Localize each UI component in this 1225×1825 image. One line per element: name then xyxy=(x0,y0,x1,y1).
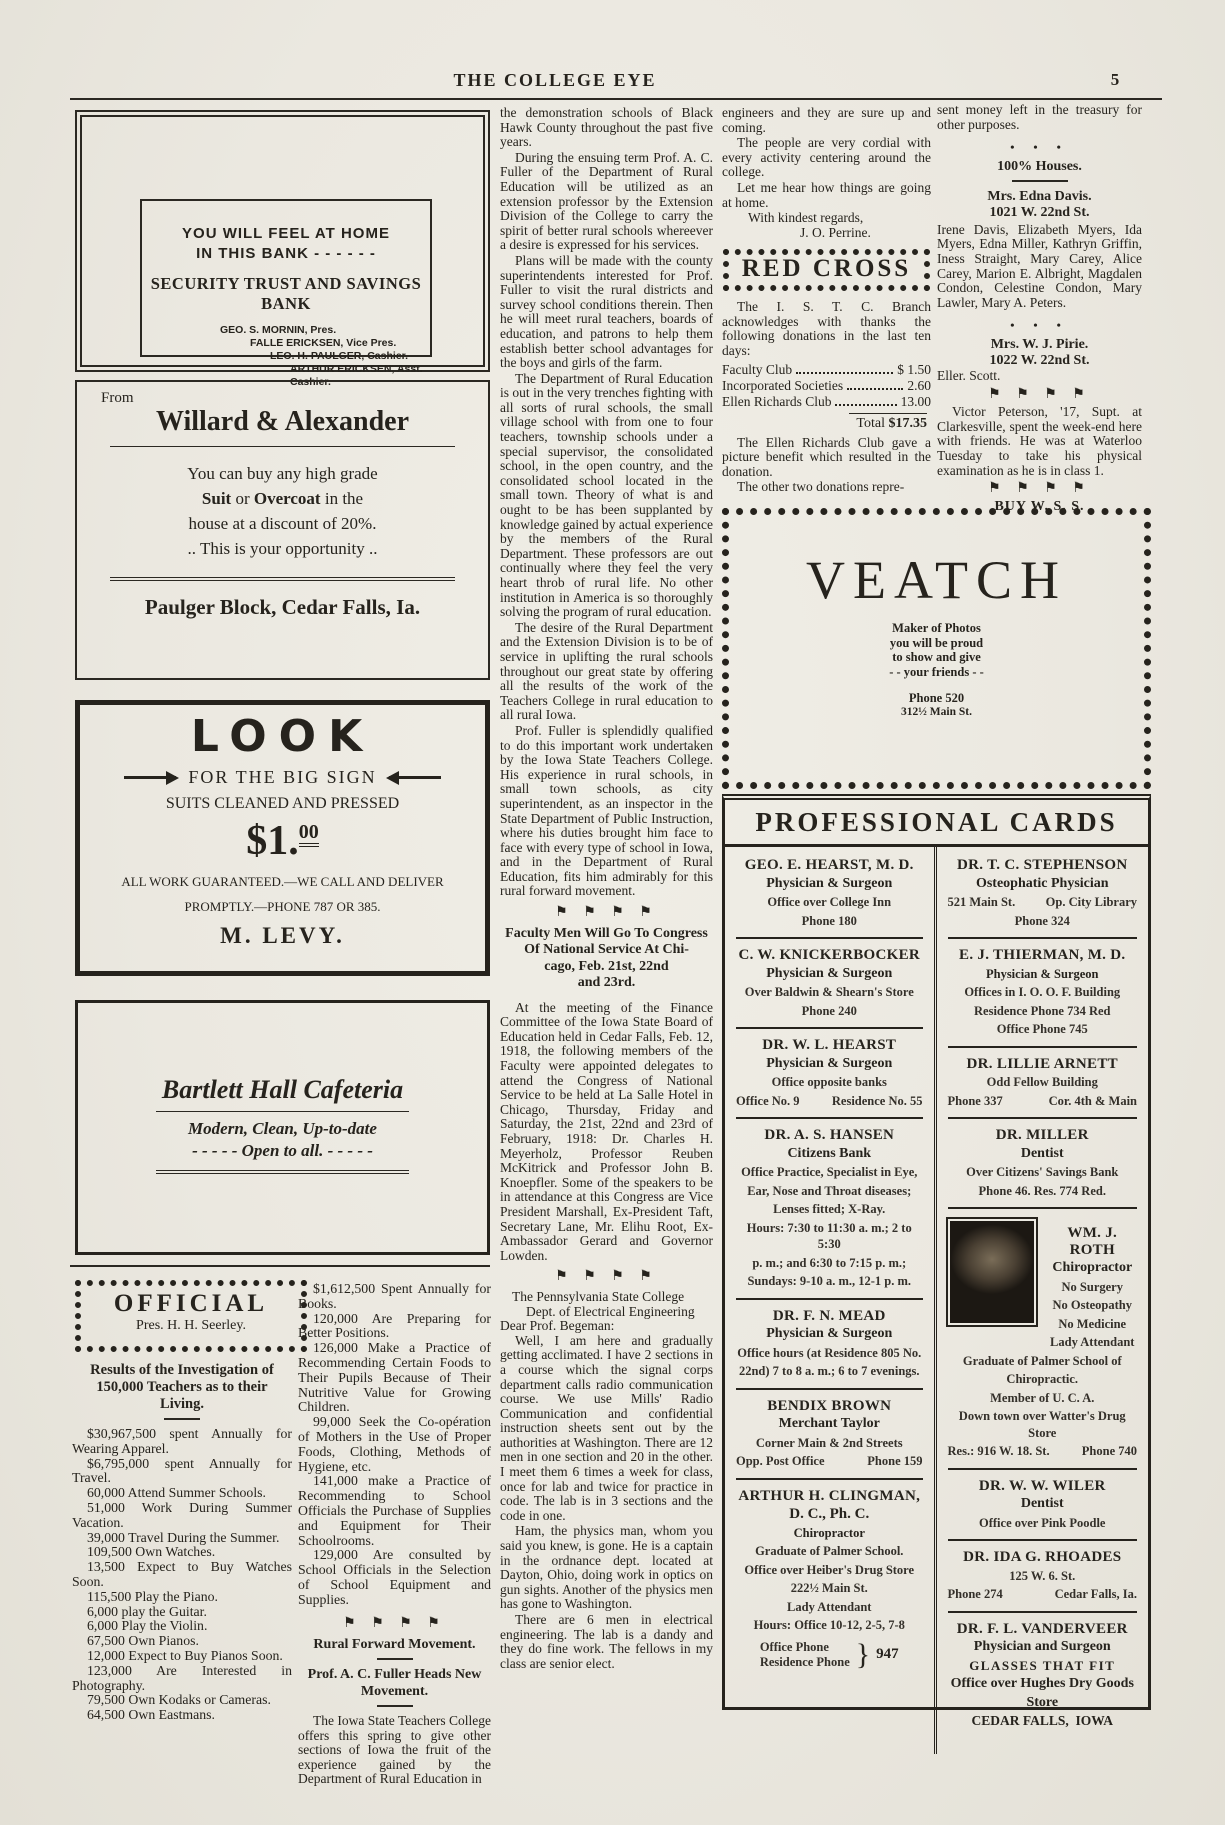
stats-heading xyxy=(72,1362,292,1413)
paragraph: Victor Peterson, '17, Supt. at Clarkesville, spent the week-end here with friends. He was at Waterloo Tuesday to take his physical examination as he is in class 1. xyxy=(937,404,1142,478)
page-title: THE COLLEGE EYE xyxy=(453,70,657,90)
card-line: Store xyxy=(1026,1694,1059,1710)
paragraph: The I. S. T. C. Branch acknowledges with thanks the following donations in the last ten days: xyxy=(722,298,931,358)
bank-officer: ARTHUR ERICKSEN, Asst. Cashier. xyxy=(290,363,423,388)
veatch-name: VEATCH xyxy=(806,550,1067,610)
divider-rule xyxy=(377,1658,413,1660)
bank-officer: FALLE ERICKSEN, Vice Pres. xyxy=(250,337,397,349)
card-divider xyxy=(948,937,1138,939)
card-line: DR. W. L. HEARST xyxy=(762,1037,897,1053)
total-rule xyxy=(849,413,927,414)
card-line: DR. A. S. HANSEN xyxy=(764,1127,895,1143)
card-line: Office over College Inn xyxy=(767,895,892,909)
overcoat-word: Overcoat xyxy=(253,489,321,508)
card-wl-hearst xyxy=(734,1037,925,1109)
total-label: Total xyxy=(856,416,885,432)
flag-ornament: ⚑ ⚑ ⚑ ⚑ xyxy=(555,905,658,921)
card-line: Dentist xyxy=(1020,1145,1064,1161)
price-dollars: $1. xyxy=(246,818,299,864)
card-line: Physician & Surgeon xyxy=(985,966,1099,981)
card-divider xyxy=(736,1388,923,1390)
card-line: Merchant Taylor xyxy=(778,1416,880,1431)
paragraph: The Department of Rural Education is out in the very trenches fighting with all sorts of rural schools, the small village school with from one to four teachers, township schools under a special supervisor, the consolidated school, in the open country, and the consolidated school located in the small town. Theory of what is and ought to be has been supplanted by knowledge gained by actual experience by the members of the Rural Department. These professors are out continually where they feel the very heart throb of rural life. No other institution in America is so thoroughly solving the program of rural education. xyxy=(500,370,713,620)
card-divider xyxy=(948,1046,1138,1048)
card-line: Hours: 7:30 to 11:30 a. m.; 2 to 5:30 xyxy=(746,1220,912,1251)
levy-look-ad xyxy=(75,700,490,976)
card-line: DR. IDA G. RHOADES xyxy=(963,1549,1122,1565)
card-line: Over Baldwin & Shearn's Store xyxy=(744,985,914,999)
card-line: DR. W. W. WILER xyxy=(978,1477,1106,1494)
willard-alexander-ad xyxy=(75,380,490,680)
veatch-tag-line: to show and give xyxy=(892,650,981,664)
letter-paragraphs xyxy=(500,1334,713,1672)
card-line: Opp. Post Office Phone 159 xyxy=(736,1454,923,1468)
card-knickerbocker xyxy=(734,947,925,1019)
card-divider xyxy=(948,1539,1138,1541)
card-line: Res.: 916 W. 18. St. Phone 740 xyxy=(947,1444,1137,1458)
in-the-word: in the xyxy=(320,489,364,508)
divider-rule xyxy=(110,577,455,581)
card-line: Physician & Surgeon xyxy=(766,1326,893,1341)
stat-line: $1,612,500 Spent Annually for Books. xyxy=(298,1281,491,1311)
stats-list xyxy=(72,1427,292,1723)
card-line: Odd Fellow Building xyxy=(986,1075,1098,1089)
card-line: Down town over Watter's Drug Store xyxy=(958,1409,1126,1440)
stat-line: 129,000 Are consulted by School Officials in the Selection of School Equipment and Supplies. xyxy=(298,1547,491,1607)
stat-line: 115,500 Play the Piano. xyxy=(87,1588,218,1604)
fuller-heading xyxy=(298,1667,491,1700)
stat-line: 60,000 Attend Summer Schools. xyxy=(87,1485,266,1501)
card-line: No Medicine xyxy=(1058,1316,1127,1331)
buy-wss-slogan: BUY W. S. S. xyxy=(994,498,1085,514)
dots-ornament: • • • xyxy=(1010,318,1069,333)
card-divider xyxy=(948,1468,1138,1470)
stats-list xyxy=(298,1282,491,1608)
suit-word: Suit xyxy=(201,489,232,508)
congress-heading-line: and 23rd. xyxy=(577,975,636,991)
letter-heading: The Pennsylvania State College xyxy=(512,1288,685,1304)
card-line: Lady Attendant xyxy=(1050,1335,1135,1349)
levy-name: M. LEVY. xyxy=(220,923,345,948)
willard-from-label: From xyxy=(101,390,134,406)
card-line: Lady Attendant xyxy=(787,1599,872,1614)
card-line: Over Citizens' Savings Bank xyxy=(966,1165,1119,1179)
stat-line: 120,000 Are Preparing for Better Positions. xyxy=(298,1310,491,1341)
card-divider xyxy=(736,937,923,939)
professional-cards-title: PROFESSIONAL CARDS xyxy=(755,807,1118,837)
card-vanderveer xyxy=(946,1621,1140,1730)
donation-row xyxy=(722,379,931,394)
card-line: CEDAR FALLS, IOWA xyxy=(971,1713,1113,1728)
card-divider xyxy=(736,1027,923,1029)
stats-heading-line: Results of the Investigation of xyxy=(90,1362,274,1378)
donation-row xyxy=(722,363,931,378)
bank-ad-line: YOU WILL FEEL AT HOME xyxy=(182,225,390,242)
card-roth xyxy=(946,1217,1140,1351)
cafeteria-line: - - - - - Open to all. - - - - - xyxy=(192,1141,373,1160)
card-line: 22nd) 7 to 8 a. m.; 6 to 7 evenings. xyxy=(738,1364,920,1378)
cards-right-column xyxy=(937,847,1149,1754)
card-line: Sundays: 9-10 a. m., 12-1 p. m. xyxy=(747,1274,912,1288)
bank-ad-line: IN THIS BANK - - - - - - xyxy=(196,245,376,262)
dot-leader xyxy=(796,372,893,374)
donation-amount: 2.60 xyxy=(907,377,931,393)
dot-leader xyxy=(835,404,896,406)
donation-total xyxy=(722,417,931,432)
right-arrow-icon xyxy=(124,776,176,779)
brace-glyph: } xyxy=(855,1637,871,1671)
guarantee-line: ALL WORK GUARANTEED.—WE CALL AND DELIVER xyxy=(121,874,444,889)
congress-heading-line: Of National Service At Chi- xyxy=(524,942,689,958)
cafeteria-name: Bartlett Hall Cafeteria xyxy=(161,1075,404,1104)
card-line: Phone 240 xyxy=(801,1003,857,1018)
card-line: Physician and Surgeon xyxy=(973,1639,1111,1654)
card-divider xyxy=(736,1478,923,1480)
divider-rule xyxy=(156,1170,410,1174)
card-geo-hearst xyxy=(734,857,925,929)
stats-right-column xyxy=(298,1282,491,1788)
stat-line: 109,500 Own Watches. xyxy=(87,1544,216,1560)
look-title: LOOK xyxy=(190,711,375,762)
card-line: p. m.; and 6:30 to 7:15 p. m.; xyxy=(752,1255,907,1270)
card-line: Hours: Office 10-12, 2-5, 7-8 xyxy=(753,1618,905,1632)
card-line: Physician & Surgeon xyxy=(766,875,893,891)
card-line: ARTHUR H. CLINGMAN, xyxy=(738,1487,921,1504)
paragraph: Irene Davis, Elizabeth Myers, Ida Myers, Edna Miller, Kathryn Griffin, Iness Straight, Mary Carey, Alice Carey, Marion E. Albright, Magdalen Condon, Celestine Condon, Mary Lawler, Mary A. Peters. xyxy=(937,221,1142,310)
paragraph: The Ellen Richards Club gave a picture benefit which resulted in the donation. xyxy=(722,434,931,479)
flag-ornament: ⚑ ⚑ ⚑ ⚑ xyxy=(988,386,1091,402)
willard-body-line xyxy=(77,486,488,511)
dot-leader xyxy=(847,388,903,390)
card-line: Phone 337 Cor. 4th & Main xyxy=(947,1093,1137,1108)
card-line: E. J. THIERMAN, M. D. xyxy=(959,947,1126,963)
stat-line: 12,000 Expect to Buy Pianos Soon. xyxy=(87,1647,283,1663)
card-line: Phone 324 xyxy=(1014,913,1070,928)
cards-left-column xyxy=(725,847,937,1754)
bank-officer: GEO. S. MORNIN, Pres. xyxy=(220,324,337,336)
stat-line: 6,000 Play the Violin. xyxy=(87,1618,208,1634)
card-line: Office hours (at Residence 805 No. xyxy=(737,1345,922,1360)
card-line: D. C., Ph. C. xyxy=(789,1506,870,1522)
congress-heading xyxy=(500,926,713,992)
stats-heading-line: Living. xyxy=(160,1396,204,1412)
paragraph: the demonstration schools of Black Hawk County throughout the past five years. xyxy=(500,105,713,150)
card-line: Physician & Surgeon xyxy=(766,965,893,981)
flag-ornament: ⚑ ⚑ ⚑ ⚑ xyxy=(555,1269,658,1285)
card-line: DR. F. N. MEAD xyxy=(772,1307,886,1324)
willard-body-line: .. This is your opportunity .. xyxy=(187,539,378,558)
cards-columns xyxy=(725,847,1148,1754)
card-line: Phone 274 Cedar Falls, Ia. xyxy=(947,1587,1137,1601)
card-line: Osteophatic Physician xyxy=(975,875,1109,891)
bank-name: SECURITY TRUST AND SAVINGS BANK xyxy=(150,274,422,313)
stat-line: 123,000 Are Interested in Photography. xyxy=(72,1662,292,1693)
veatch-tag-line: - - your friends - - xyxy=(889,664,984,679)
paragraph: During the ensuing term Prof. A. C. Fuller of the Department of Rural Education will be utilized as an extension professor by the Extension Division of the College to carry the spirit of better rural schools whereever a desire is expressed for his services. xyxy=(500,149,713,253)
cafeteria-ad xyxy=(75,1000,490,1255)
divider-rule xyxy=(156,1111,410,1112)
card-line: Phone 46. Res. 774 Red. xyxy=(978,1183,1106,1198)
card-line: Chiropractor xyxy=(1052,1260,1133,1275)
resident-address: 1022 W. 22nd St. xyxy=(989,352,1090,368)
article-column-2 xyxy=(500,106,713,1811)
stat-line: 79,500 Own Kodaks or Cameras. xyxy=(87,1692,271,1708)
left-arrow-icon xyxy=(389,776,441,779)
red-cross-box xyxy=(723,249,930,291)
donation-name: Ellen Richards Club xyxy=(722,393,832,409)
roth-portrait-photo xyxy=(946,1217,1038,1327)
card-thierman xyxy=(946,947,1140,1038)
stat-line: $6,795,000 spent Annually for Travel. xyxy=(72,1455,292,1486)
card-line: 222½ Main St. xyxy=(790,1581,868,1595)
stat-line: 64,500 Own Eastmans. xyxy=(87,1707,215,1723)
stat-line: 141,000 make a Practice of Recommending to School Officials the Purchase of Supplies and Equipment for Their Schoolrooms. xyxy=(298,1473,491,1548)
resident-address: 1021 W. 22nd St. xyxy=(989,204,1090,220)
fuller-heading-line: Movement. xyxy=(360,1683,429,1699)
rural-forward-heading: Rural Forward Movement. xyxy=(313,1636,476,1652)
card-line: 125 W. 6. St. xyxy=(1009,1568,1076,1583)
card-line: GEO. E. HEARST, M. D. xyxy=(744,857,914,873)
card-divider xyxy=(948,1207,1138,1209)
card-line: GLASSES THAT FIT xyxy=(969,1657,1116,1673)
card-line: DR. MILLER xyxy=(995,1127,1089,1143)
stat-line: 13,500 Expect to Buy Watches Soon. xyxy=(72,1559,292,1589)
card-line: No Osteopathy xyxy=(1052,1298,1133,1312)
veatch-address: 312½ Main St. xyxy=(901,706,972,718)
big-sign-row xyxy=(80,767,485,788)
phone-line: Residence Phone xyxy=(759,1654,850,1669)
card-line: Office Practice, Specialist in Eye, xyxy=(741,1165,918,1179)
card-line: Office over Pink Poodle xyxy=(979,1515,1106,1530)
page-number: 5 xyxy=(1110,70,1120,89)
divider-rule xyxy=(1012,180,1068,182)
official-title: OFFICIAL xyxy=(113,1290,269,1317)
flag-ornament: ⚑ ⚑ ⚑ ⚑ xyxy=(343,1615,446,1631)
section-divider-rule xyxy=(70,1265,490,1267)
stat-line: 39,000 Travel During the Summer. xyxy=(87,1529,280,1545)
professional-cards-box xyxy=(722,794,1151,1728)
resident-name: Mrs. Edna Davis. xyxy=(987,188,1092,204)
card-line: Graduate of Palmer School. xyxy=(755,1544,904,1558)
card-line: DR. T. C. STEPHENSON xyxy=(957,857,1128,873)
paragraph: At the meeting of the Finance Committee of the Iowa State Board of Education held in Cedar Falls, Feb. 12, 1918, the following members of the Faculty were appointed delegates to attend the Congress of National Service to be held at La Salle Hotel in Chicago, Thursday, Friday and Saturday, the 21st, 22nd and 23rd of February, 1918: Dr. Charles H. Meyerholz, Professor Reuben McKitrick and Professor John B. Knoepfler. Some of the speakers to be in attendance at this Congress are Vice President Marshall, Ex-President Taft, Secretary Lane, Mr. Elihu Root, Ex-Ambassador Gerard and Governor Lowden. xyxy=(500,999,713,1263)
paragraph: engineers and they are sure up and coming. xyxy=(722,105,931,135)
card-line: Member of U. C. A. xyxy=(990,1390,1095,1405)
congress-heading-line: cago, Feb. 21st, 22nd xyxy=(544,958,669,974)
header-rule xyxy=(70,98,1162,100)
divider-rule xyxy=(377,1705,413,1707)
bank-ad xyxy=(75,110,490,388)
veatch-ad xyxy=(722,508,1151,789)
price-cents: 00 xyxy=(299,821,319,847)
official-box xyxy=(75,1280,307,1352)
card-clingman xyxy=(734,1488,925,1634)
card-line: Ear, Nose and Throat diseases; xyxy=(747,1183,912,1198)
divider-rule xyxy=(110,446,455,447)
veatch-tagline xyxy=(729,621,1144,679)
bank-officer: LEO. H. PAULGER, Cashier. xyxy=(270,350,409,362)
card-divider xyxy=(948,1611,1138,1613)
congress-heading-line: Faculty Men Will Go To Congress xyxy=(505,925,708,941)
donation-row xyxy=(722,395,931,410)
card-divider xyxy=(736,1117,923,1119)
resident-name: Mrs. W. J. Pirie. xyxy=(990,336,1089,352)
phone-number: 947 xyxy=(876,1646,899,1662)
article-column-4 xyxy=(937,102,1142,514)
dots-ornament: • • • xyxy=(1010,140,1069,155)
card-line: Dentist xyxy=(1020,1496,1064,1511)
card-line: Chiropractor xyxy=(793,1525,865,1540)
donation-name: Incorporated Societies xyxy=(722,377,844,393)
or-word: or xyxy=(231,489,254,508)
resident-line: Eller. Scott. xyxy=(937,367,1001,383)
letter-salutation: Dear Prof. Begeman: xyxy=(500,1318,615,1334)
houses-heading: 100% Houses. xyxy=(997,158,1082,174)
stat-line: 99,000 Seek the Co-opération of Mothers in the Use of Proper Foods, Clothing, Methods of Hygiene, etc. xyxy=(298,1414,491,1474)
stat-line: 67,500 Own Pianos. xyxy=(87,1633,199,1649)
clingman-phone-lines xyxy=(760,1640,850,1670)
bank-ad-inner-box xyxy=(140,199,432,388)
paragraph: The Iowa State Teachers College offers this spring to give other sections of Iowa the fruit of the experience gained by the Department of Rural Education in xyxy=(298,1713,491,1787)
paragraph: Ham, the physics man, whom you said you knew, is gone. He is a captain in the ordnance dept. located at Dayton, Ohio, doing work in optics on gun sights. Another of the physics men has gone to Washington. xyxy=(500,1523,713,1612)
phone-line: Office Phone xyxy=(759,1639,829,1654)
paragraph: Well, I am here and gradually getting acclimated. I have 2 sections in a course which the signal corps department calls radio communication course. We use Mills' Radio Communication and confidential instruction sheets sent out by the authorities at Washington. There are 12 men in one section and 20 in the other. I meet them 6 times a week for class, once for lab and twice for practice in code. The lab is in 3 sections and the code in one. xyxy=(500,1332,713,1523)
card-line: Chiropractic. xyxy=(1006,1372,1079,1386)
clingman-phone-group xyxy=(734,1638,925,1672)
card-line: BENDIX BROWN xyxy=(767,1397,892,1414)
stats-left-column xyxy=(72,1362,292,1723)
roth-bottom-lines xyxy=(946,1353,1140,1460)
paragraph: Prof. Fuller is splendidly qualified to do this important work undertaken by the Iowa State Teachers College. His experience in rural schools, in small town schools, as city superintendent, as an inspector in the State Department of Public Instruction, where his duties brought him face to face with every type of school in Iowa, and in the Department of Rural Education, fits him admirably for this rural forward movement. xyxy=(500,722,713,899)
card-line: Physician & Surgeon xyxy=(766,1055,893,1071)
article-paragraphs xyxy=(722,106,931,210)
veatch-tag-line: Maker of Photos xyxy=(892,621,981,635)
card-bendix-brown xyxy=(734,1398,925,1470)
donation-name: Faculty Club xyxy=(722,362,793,378)
card-line: Office over Heiber's Drug Store xyxy=(744,1562,915,1577)
card-line: 521 Main St. Op. City Library xyxy=(947,895,1137,909)
stat-line: 6,000 play the Guitar. xyxy=(87,1603,207,1619)
willard-address: Paulger Block, Cedar Falls, Ia. xyxy=(144,595,421,619)
card-line: C. W. KNICKERBOCKER xyxy=(738,947,921,963)
card-line: Office opposite banks xyxy=(771,1075,887,1089)
official-president: Pres. H. H. Seerley. xyxy=(136,1318,246,1333)
card-line: Corner Main & 2nd Streets xyxy=(755,1435,903,1450)
card-line: Office Phone 745 xyxy=(996,1022,1088,1036)
stats-heading-line: 150,000 Teachers as to their xyxy=(96,1379,268,1395)
stat-line: 126,000 Make a Practice of Recommending Certain Foods to Their Pupils Because of Their Nutritive Value for Growing Children. xyxy=(298,1340,491,1415)
look-subtitle: SUITS CLEANED AND PRESSED xyxy=(165,795,400,812)
cafeteria-line: Modern, Clean, Up-to-date xyxy=(188,1119,377,1138)
willard-body-line: house at a discount of 20%. xyxy=(188,514,377,533)
paragraph: Plans will be made with the county superintendents interested for Prof. Fuller to visit the rural districts and survey school conditions therein. Then he will meet rural teachers, boards of education, and patrons to help them establish better school advantages for the boys and girls of the farm. xyxy=(500,252,713,371)
card-arnett xyxy=(946,1056,1140,1110)
veatch-tag-line: you will be proud xyxy=(889,635,984,650)
card-hansen xyxy=(734,1127,925,1290)
letter-regards: With kindest regards, xyxy=(748,210,864,226)
card-line: DR. LILLIE ARNETT xyxy=(966,1055,1118,1072)
card-line: Offices in I. O. O. F. Building xyxy=(964,985,1121,999)
article-column-3 xyxy=(722,106,931,501)
roth-side-lines xyxy=(1046,1217,1140,1351)
card-line: DR. F. L. VANDERVEER xyxy=(956,1620,1128,1637)
card-wiler xyxy=(946,1478,1140,1532)
guarantee-line: PROMPTLY.—PHONE 787 OR 385. xyxy=(184,899,381,914)
paragraph: There are 6 men in electrical engineering. The lab is a dandy and they do fine work. The fellows in my class are senior elect. xyxy=(500,1612,713,1671)
card-line: Phone 180 xyxy=(801,913,857,928)
veatch-phone: Phone 520 xyxy=(908,691,965,705)
willard-body-line: You can buy any high grade xyxy=(187,464,378,483)
divider-rule xyxy=(164,1418,200,1420)
red-cross-title: RED CROSS xyxy=(741,255,912,283)
donations-table xyxy=(722,363,931,409)
card-line: Office over Hughes Dry Goods xyxy=(950,1676,1134,1691)
card-line: Office No. 9 Residence No. 55 xyxy=(736,1093,923,1108)
letter-heading: Dept. of Electrical Engineering xyxy=(526,1303,695,1319)
willard-body xyxy=(77,461,488,561)
card-line: Citizens Bank xyxy=(787,1145,872,1161)
donation-amount: 13.00 xyxy=(900,393,931,409)
big-sign-text: FOR THE BIG SIGN xyxy=(188,767,377,787)
card-line: Lenses fitted; X-Ray. xyxy=(773,1202,886,1216)
card-rhoades xyxy=(946,1549,1140,1603)
paragraph: sent money left in the treasury for other purposes. xyxy=(937,102,1142,132)
paragraph: The people are very cordial with every activity centering around the college. xyxy=(722,135,931,180)
card-mead xyxy=(734,1308,925,1380)
price xyxy=(80,817,485,865)
paragraph: Let me hear how things are going at home. xyxy=(722,179,931,210)
paragraph: The desire of the Rural Department and the Extension Division is to be of service in uplifting the rural schools throughout our great state by offering all the results of the work of the Teachers College in rural education to all rural Iowa. xyxy=(500,619,713,723)
article-paragraphs xyxy=(500,106,713,899)
fuller-heading-line: Prof. A. C. Fuller Heads New xyxy=(307,1667,482,1683)
stat-line: $30,967,500 spent Annually for Wearing Apparel. xyxy=(72,1426,292,1456)
card-line: No Surgery xyxy=(1061,1279,1123,1294)
card-line: WM. J. ROTH xyxy=(1067,1225,1118,1258)
total-amount: $17.35 xyxy=(888,416,927,432)
paragraph: The other two donations repre- xyxy=(737,479,905,495)
card-line: Graduate of Palmer School of xyxy=(962,1353,1122,1368)
card-miller xyxy=(946,1127,1140,1199)
card-divider xyxy=(948,1117,1138,1119)
stat-line: 51,000 Work During Summer Vacation. xyxy=(72,1499,292,1530)
card-stephenson xyxy=(946,857,1140,929)
flag-ornament: ⚑ ⚑ ⚑ ⚑ xyxy=(988,481,1091,497)
donation-amount: $ 1.50 xyxy=(897,362,931,378)
letter-signature: J. O. Perrine. xyxy=(800,224,871,240)
willard-name: Willard & Alexander xyxy=(155,406,410,437)
card-divider xyxy=(736,1298,923,1300)
card-line: Residence Phone 734 Red xyxy=(974,1003,1111,1018)
